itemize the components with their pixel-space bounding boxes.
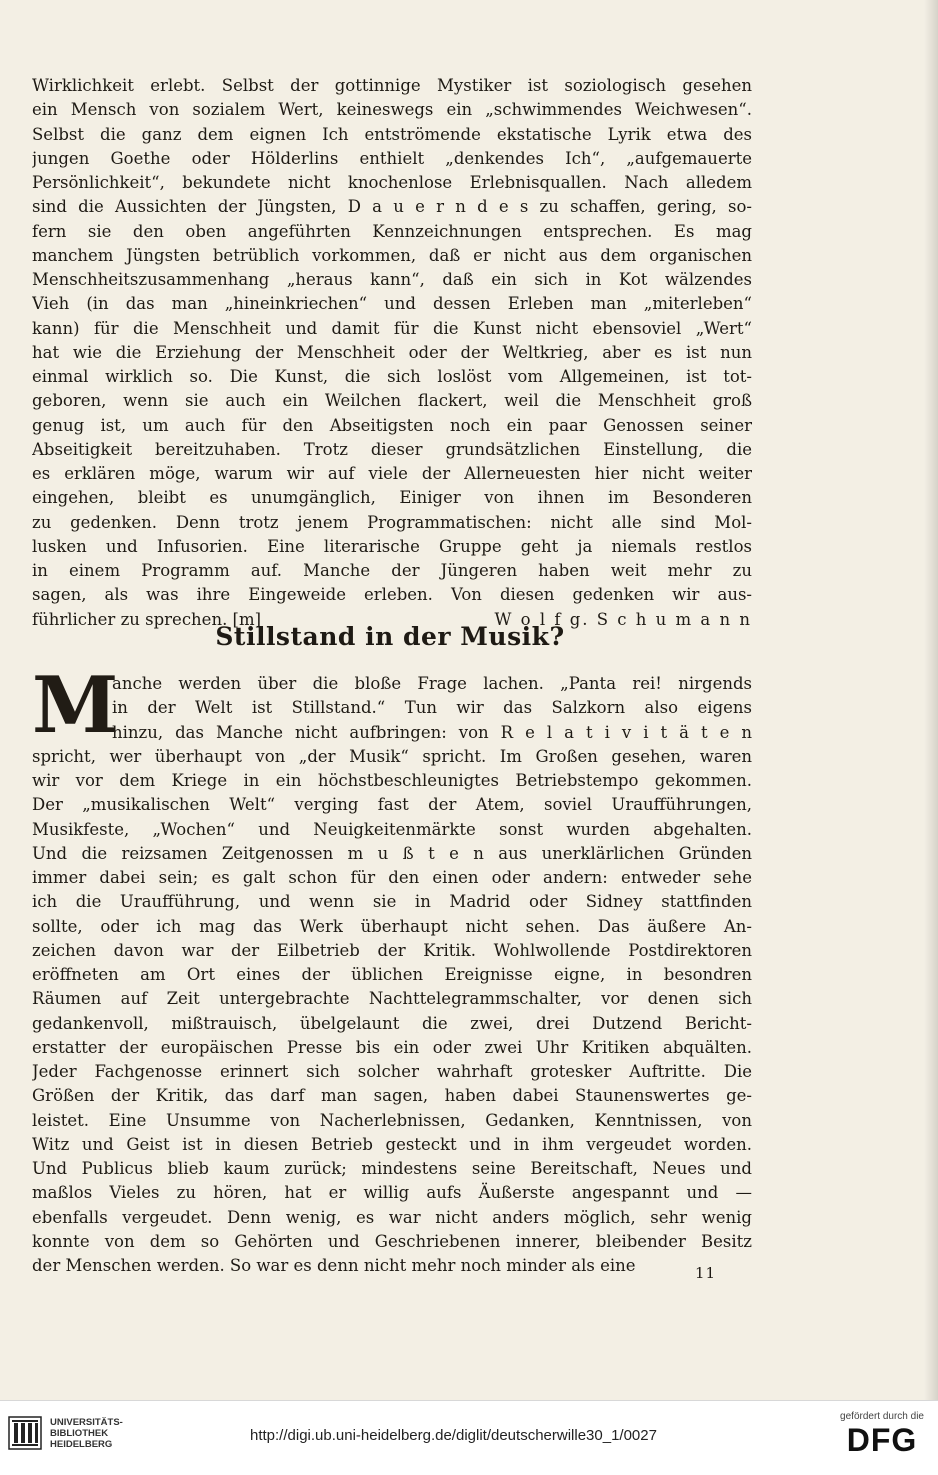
library-emblem-icon: [8, 1415, 42, 1451]
library-name-line-3: HEIDELBERG: [50, 1438, 113, 1450]
intro-line: einmal wirklich so. Die Kunst, die sich loslöst vom Allgemeinen, ist tot-: [32, 367, 752, 386]
article-line: konnte von dem so Gehörten und Geschriebenen innerer, bleibender Besitz: [32, 1231, 752, 1251]
article-heading: Stillstand in der Musik?: [215, 622, 565, 651]
intro-line: hat wie die Erziehung der Menschheit oder der Weltkrieg, aber es ist nun: [32, 342, 752, 362]
intro-line: Abseitigkeit bereitzuhaben. Trotz dieser grundsätzlichen Einstellung, die: [32, 439, 752, 459]
article-line: der Menschen werden. So war es denn nicht mehr noch minder als eine: [32, 1256, 636, 1275]
intro-line: geboren, wenn sie auch ein Weilchen flackert, weil die Menschheit groß: [32, 391, 752, 411]
intro-line: manchem Jüngsten betrüblich vorkommen, daß er nicht aus dem organischen: [32, 245, 752, 265]
article-body: [32, 660, 752, 1278]
intro-line: jungen Goethe oder Hölderlins enthielt „denkendes Ich“, „aufgemauerte: [32, 148, 752, 168]
article-line: eröffneten am Ort eines der üblichen Ereignisse eigne, in besondren: [32, 965, 752, 984]
article-line: immer dabei sein; es galt schon für den einen oder andern: entweder sehe: [32, 868, 752, 887]
dropcap-indented-lines: [32, 672, 752, 745]
article-line: gedankenvoll, mißtrauisch, übelgelaunt die zwei, drei Dutzend Bericht-: [32, 1013, 752, 1033]
intro-line: es erklären möge, warum wir auf viele der Allerneuesten hier nicht weiter: [32, 464, 752, 483]
university-library-logo[interactable]: [8, 1415, 123, 1451]
article-line: Größen der Kritik, das darf man sagen, haben dabei Staunenswertes ge-: [32, 1086, 752, 1106]
article-line: Und die reizsamen Zeitgenossen m u ß t e n aus unerklärlichen Gründen: [32, 843, 752, 863]
article-line: ich die Uraufführung, und wenn sie in Madrid oder Sidney stattfinden: [32, 892, 752, 912]
library-name-line-1: UNIVERSITÄTS-: [50, 1416, 123, 1428]
indent-line: in der Welt ist Stillstand.“ Tun wir das Salzkorn also eigens: [112, 698, 752, 718]
page-number: 11: [695, 1264, 717, 1282]
intro-line: ein Mensch von sozialem Wert, keineswegs ein „schwimmendes Weichwesen“.: [32, 100, 752, 120]
funder-block: [840, 1411, 924, 1458]
dfg-logo[interactable]: DFG: [846, 1422, 918, 1458]
intro-text-block: [32, 74, 752, 632]
intro-line: genug ist, um auch für den Abseitigsten noch ein paar Genossen seiner: [32, 415, 752, 435]
intro-line: eingehen, bleibt es unumgänglich, Einiger von ihnen im Besonderen: [32, 488, 752, 508]
intro-line: zu gedenken. Denn trotz jenem Programmatischen: nicht alle sind Mol-: [32, 512, 752, 532]
indent-line: anche werden über die bloße Frage lachen. „Panta rei! nirgends: [112, 674, 752, 693]
article-line: ebenfalls vergeudet. Denn wenig, es war nicht anders möglich, sehr wenig: [32, 1207, 752, 1227]
intro-line: fern sie den oben angeführten Kennzeichnungen entsprechen. Es mag: [32, 221, 752, 241]
article-line: spricht, wer überhaupt von „der Musik“ spricht. Im Großen gesehen, waren: [32, 746, 752, 766]
intro-line: Selbst die ganz dem eignen Ich entströmende ekstatische Lyrik etwa des: [32, 124, 752, 144]
article-line: wir vor dem Kriege in ein höchstbeschleunigtes Betriebstempo gekommen.: [32, 771, 752, 790]
intro-line: Vieh (in das man „hineinkriechen“ und dessen Erleben man „miterleben“: [32, 294, 752, 314]
intro-line: sagen, als was ihre Eingeweide erleben. Von diesen gedenken wir aus-: [32, 585, 752, 605]
article-line: maßlos Vieles zu hören, hat er willig aufs Äußerste angespannt und —: [32, 1183, 752, 1203]
article-line: Jeder Fachgenosse erinnert sich solcher wahrhaft grotesker Auftritte. Die: [32, 1062, 752, 1081]
article-line: zeichen davon war der Eilbetrieb der Kritik. Wohlwollende Postdirektoren: [32, 940, 752, 960]
article-line: Räumen auf Zeit untergebrachte Nachttelegrammschalter, vor denen sich: [32, 989, 752, 1009]
article-lines: [32, 745, 752, 1279]
intro-line: Persönlichkeit“, bekundete nicht knochenlose Erlebnisquallen. Nach alledem: [32, 173, 752, 192]
article-line: Der „musikalischen Welt“ verging fast der Atem, soviel Uraufführungen,: [32, 795, 752, 815]
intro-line: kann) für die Menschheit und damit für die Kunst nicht ebensoviel „Wert“: [32, 318, 752, 338]
intro-line: Wirklichkeit erlebt. Selbst der gottinnige Mystiker ist soziologisch gesehen: [32, 76, 752, 95]
article-line: sollte, oder ich mag das Werk überhaupt nicht sehen. Das äußere An-: [32, 916, 752, 936]
intro-line: sind die Aussichten der Jüngsten, D a u e r n d e s zu schaffen, gering, so-: [32, 197, 752, 217]
intro-line: Menschheitszusammenhang „heraus kann“, daß ein sich in Kot wälzendes: [32, 270, 752, 289]
article-line: Witz und Geist ist in diesen Betrieb gesteckt und in ihm vergeudet worden.: [32, 1134, 752, 1154]
article-line: Und Publicus blieb kaum zurück; mindestens seine Bereitschaft, Neues und: [32, 1159, 752, 1178]
intro-line: lusken und Infusorien. Eine literarische Gruppe geht ja niemals restlos: [32, 536, 752, 556]
funding-note: gefördert durch die: [840, 1411, 924, 1422]
viewer-footer: [0, 1400, 938, 1475]
library-name-line-2: BIBLIOTHEK: [50, 1427, 109, 1439]
article-line: leistet. Eine Unsumme von Nacherlebnissen, Gedanken, Kenntnissen, von: [32, 1110, 752, 1130]
intro-last-line: führlicher zu sprechen. [m]: [32, 609, 262, 629]
article-line: Musikfeste, „Wochen“ und Neuigkeitenmärkte sonst wurden abgehalten.: [32, 819, 752, 839]
drop-cap-letter: M: [32, 660, 119, 751]
author-signature: W o l f g. S c h u m a n n: [494, 609, 752, 629]
article-line: erstatter der europäischen Presse bis ein oder zwei Uhr Kritiken abquälten.: [32, 1037, 752, 1057]
intro-line: in einem Programm auf. Manche der Jüngeren haben weit mehr zu: [32, 561, 752, 580]
library-name: [50, 1417, 123, 1450]
permalink-url[interactable]: http://digi.ub.uni-heidelberg.de/diglit/deutscherwille30_1/0027: [250, 1427, 657, 1444]
indent-line: hinzu, das Manche nicht aufbringen: von R e l a t i v i t ä t e n: [112, 722, 752, 742]
